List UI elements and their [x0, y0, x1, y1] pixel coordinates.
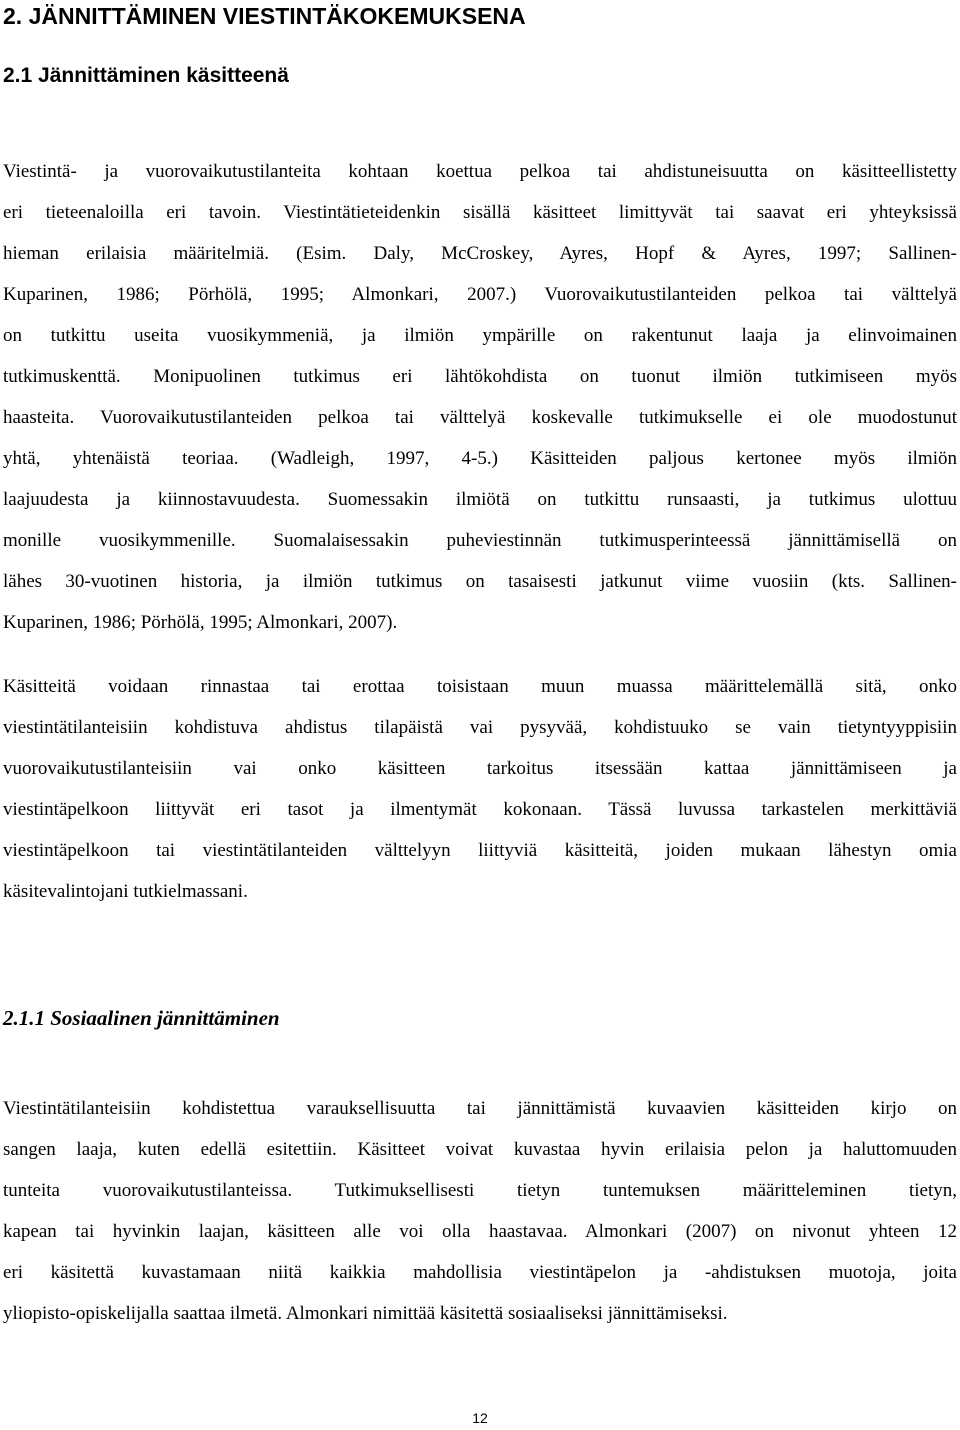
text-line: eri käsitettä kuvastamaan niitä kaikkia mahdollisia viestintäpelon ja -ahdistuksen muotoja, joita — [3, 1262, 957, 1283]
text-line: tutkimuskenttä. Monipuolinen tutkimus eri lähtökohdista on tuonut ilmiön tutkimiseen myös — [3, 366, 957, 387]
paragraph — [3, 666, 957, 912]
text-line: Kuparinen, 1986; Pörhölä, 1995; Almonkari, 2007.) Vuorovaikutustilanteiden pelkoa tai välttelyä — [3, 284, 957, 305]
text-line: käsitevalintojani tutkielmassani. — [3, 881, 248, 902]
chapter-heading: 2. JÄNNITTÄMINEN VIESTINTÄKOKEMUKSENA — [3, 3, 526, 29]
text-line: Käsitteitä voidaan rinnastaa tai erottaa toisistaan muun muassa määrittelemällä sitä, onko — [3, 676, 957, 697]
text-line: Viestintätilanteisiin kohdistettua varauksellisuutta tai jännittämistä kuvaavien käsitteiden kirjo on — [3, 1098, 957, 1119]
paragraph — [3, 151, 957, 643]
text-line: vuorovaikutustilanteisiin vai onko käsitteen tarkoitus itsessään kattaa jännittämiseen ja — [3, 758, 957, 779]
text-line: viestintäpelkoon tai viestintätilanteiden välttelyyn liittyviä käsitteitä, joiden mukaan lähestyn omia — [3, 840, 957, 861]
text-line: yliopisto-opiskelijalla saattaa ilmetä. Almonkari nimittää käsitettä sosiaaliseksi jännittämiseksi. — [3, 1303, 728, 1324]
text-line: kapean tai hyvinkin laajan, käsitteen alle voi olla haastavaa. Almonkari (2007) on nivonut yhteen 12 — [3, 1221, 957, 1242]
text-line: on tutkittu useita vuosikymmeniä, ja ilmiön ympärille on rakentunut laaja ja elinvoimainen — [3, 325, 957, 346]
text-line: haasteita. Vuorovaikutustilanteiden pelkoa tai välttelyä koskevalle tutkimukselle ei ole muodostunut — [3, 407, 957, 428]
subsection-heading: 2.1.1 Sosiaalinen jännittäminen — [3, 1006, 280, 1030]
text-line: eri tieteenaloilla eri tavoin. Viestintätieteidenkin sisällä käsitteet limittyvät tai saavat eri yhteyksissä — [3, 202, 957, 223]
text-line: tunteita vuorovaikutustilanteissa. Tutkimuksellisesti tietyn tuntemuksen määritteleminen tietyn, — [3, 1180, 957, 1201]
section-heading: 2.1 Jännittäminen käsitteenä — [3, 64, 289, 87]
text-line: viestintätilanteisiin kohdistuva ahdistus tilapäistä vai pysyvää, kohdistuuko se vain tietyntyyppisiin — [3, 717, 957, 738]
paragraph — [3, 1088, 957, 1334]
text-line: viestintäpelkoon liittyvät eri tasot ja ilmentymät kokonaan. Tässä luvussa tarkastelen merkittäviä — [3, 799, 957, 820]
text-line: Kuparinen, 1986; Pörhölä, 1995; Almonkari, 2007). — [3, 612, 398, 633]
text-line: laajuudesta ja kiinnostavuudesta. Suomessakin ilmiötä on tutkittu runsaasti, ja tutkimus ulottuu — [3, 489, 957, 510]
text-line: lähes 30-vuotinen historia, ja ilmiön tutkimus on tasaisesti jatkunut viime vuosiin (kts. Sallinen- — [3, 571, 957, 592]
page-number: 12 — [472, 1410, 488, 1426]
text-line: monille vuosikymmenille. Suomalaisessakin puheviestinnän tutkimusperinteessä jännittämisellä on — [3, 530, 957, 551]
text-line: hieman erilaisia määritelmiä. (Esim. Daly, McCroskey, Ayres, Hopf & Ayres, 1997; Sallinen- — [3, 243, 957, 264]
text-line: sangen laaja, kuten edellä esitettiin. Käsitteet voivat kuvastaa hyvin erilaisia pelon ja haluttomuuden — [3, 1139, 957, 1160]
text-line: yhtä, yhtenäistä teoriaa. (Wadleigh, 1997, 4-5.) Käsitteiden paljous kertonee myös ilmiön — [3, 448, 957, 469]
text-line: Viestintä- ja vuorovaikutustilanteita kohtaan koettua pelkoa tai ahdistuneisuutta on käsitteellistetty — [3, 161, 957, 182]
